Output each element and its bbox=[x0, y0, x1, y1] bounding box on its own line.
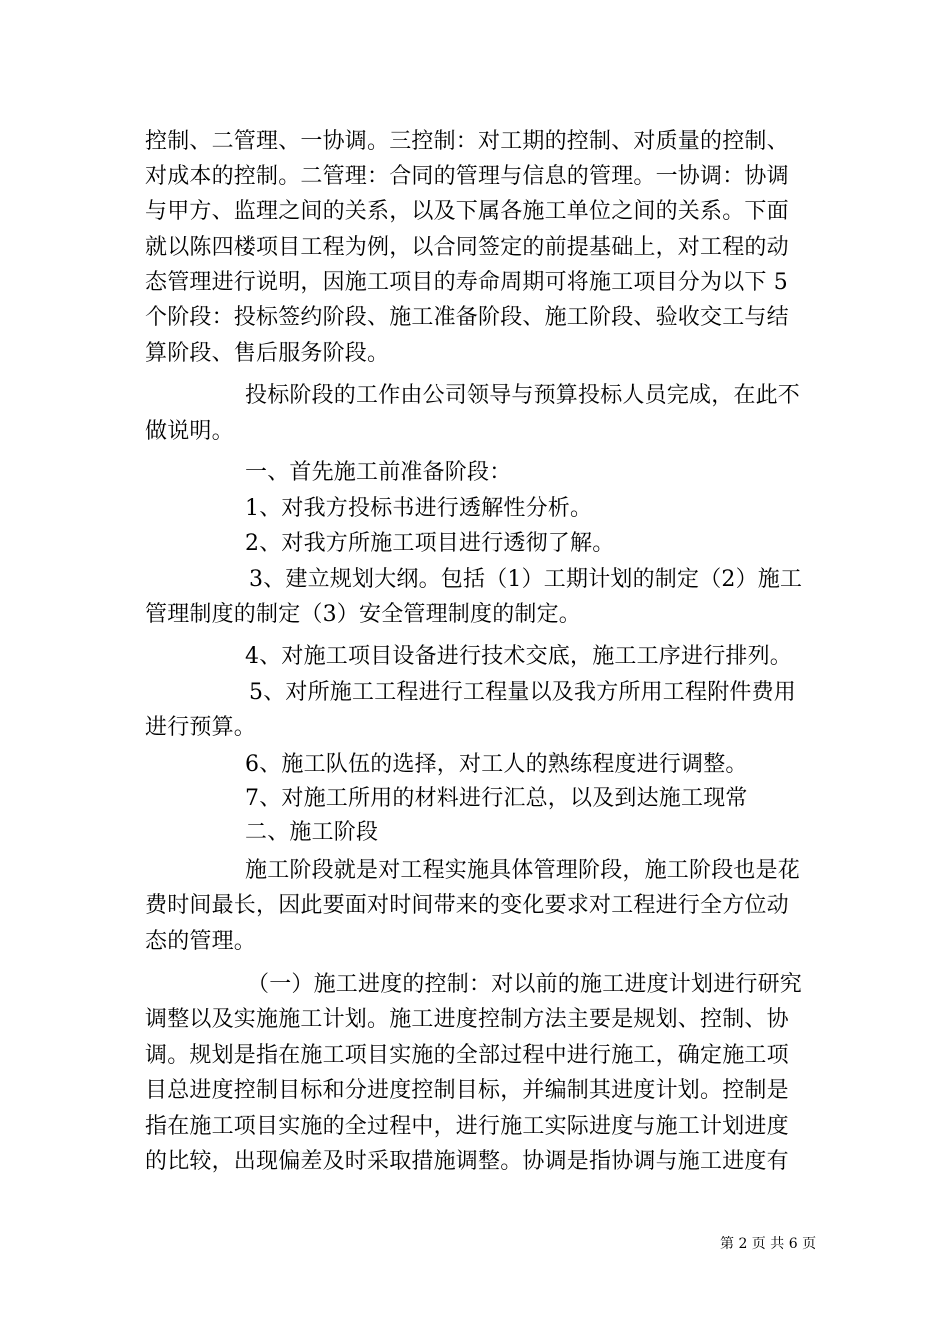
text-line: 控制、二管理、一协调。三控制：对工期的控制、对质量的控制、 bbox=[145, 129, 789, 154]
text-line: 个阶段：投标签约阶段、施工准备阶段、施工阶段、验收交工与结 bbox=[145, 305, 789, 330]
text-line: 指在施工项目实施的全过程中，进行施工实际进度与施工计划进度 bbox=[145, 1114, 789, 1139]
list-item: 5、对所施工工程进行工程量以及我方所用工程附件费用 bbox=[249, 680, 796, 705]
text-line: 与甲方、监理之间的关系，以及下属各施工单位之间的关系。下面 bbox=[145, 199, 789, 224]
list-item: 1、对我方投标书进行透解性分析。 bbox=[245, 496, 593, 521]
text-line: 目总进度控制目标和分进度控制目标，并编制其进度计划。控制是 bbox=[145, 1078, 789, 1103]
text-line: 调。规划是指在施工项目实施的全部过程中进行施工，确定施工项 bbox=[145, 1043, 789, 1068]
text-line: 费时间最长，因此要面对时间带来的变化要求对工程进行全方位动 bbox=[145, 893, 789, 918]
list-item: 4、对施工项目设备进行技术交底，施工工序进行排列。 bbox=[245, 644, 792, 669]
list-item: 3、建立规划大纲。包括（1）工期计划的制定（2）施工 bbox=[249, 567, 803, 592]
text-line: 调整以及实施施工计划。施工进度控制方法主要是规划、控制、协 bbox=[145, 1007, 789, 1032]
text-line: 态的管理。 bbox=[145, 929, 257, 954]
list-item: 7、对施工所用的材料进行汇总，以及到达施工现常 bbox=[245, 786, 748, 811]
text-line: 投标阶段的工作由公司领导与预算投标人员完成，在此不 bbox=[245, 383, 801, 408]
text-line: 就以陈四楼项目工程为例，以合同签定的前提基础上，对工程的动 bbox=[145, 235, 789, 260]
section-heading: 一、首先施工前准备阶段： bbox=[245, 460, 512, 485]
text-line: （一）施工进度的控制：对以前的施工进度计划进行研究 bbox=[247, 972, 803, 997]
text-line: 做说明。 bbox=[145, 419, 234, 444]
list-item: 2、对我方所施工项目进行透彻了解。 bbox=[245, 531, 615, 556]
text-line: 施工阶段就是对工程实施具体管理阶段，施工阶段也是花 bbox=[245, 858, 801, 883]
section-heading: 二、施工阶段 bbox=[245, 820, 379, 845]
text-line: 进行预算。 bbox=[145, 715, 257, 740]
text-line: 管理制度的制定（3）安全管理制度的制定。 bbox=[145, 602, 581, 627]
page-number: 第 2 页 共 6 页 bbox=[720, 1236, 817, 1252]
text-line: 态管理进行说明，因施工项目的寿命周期可将施工项目分为以下 5 bbox=[145, 270, 788, 295]
text-line: 对成本的控制。二管理：合同的管理与信息的管理。一协调：协调 bbox=[145, 164, 789, 189]
list-item: 6、施工队伍的选择，对工人的熟练程度进行调整。 bbox=[245, 752, 748, 777]
text-line: 算阶段、售后服务阶段。 bbox=[145, 341, 390, 366]
text-line: 的比较，出现偏差及时采取措施调整。协调是指协调与施工进度有 bbox=[145, 1149, 789, 1174]
